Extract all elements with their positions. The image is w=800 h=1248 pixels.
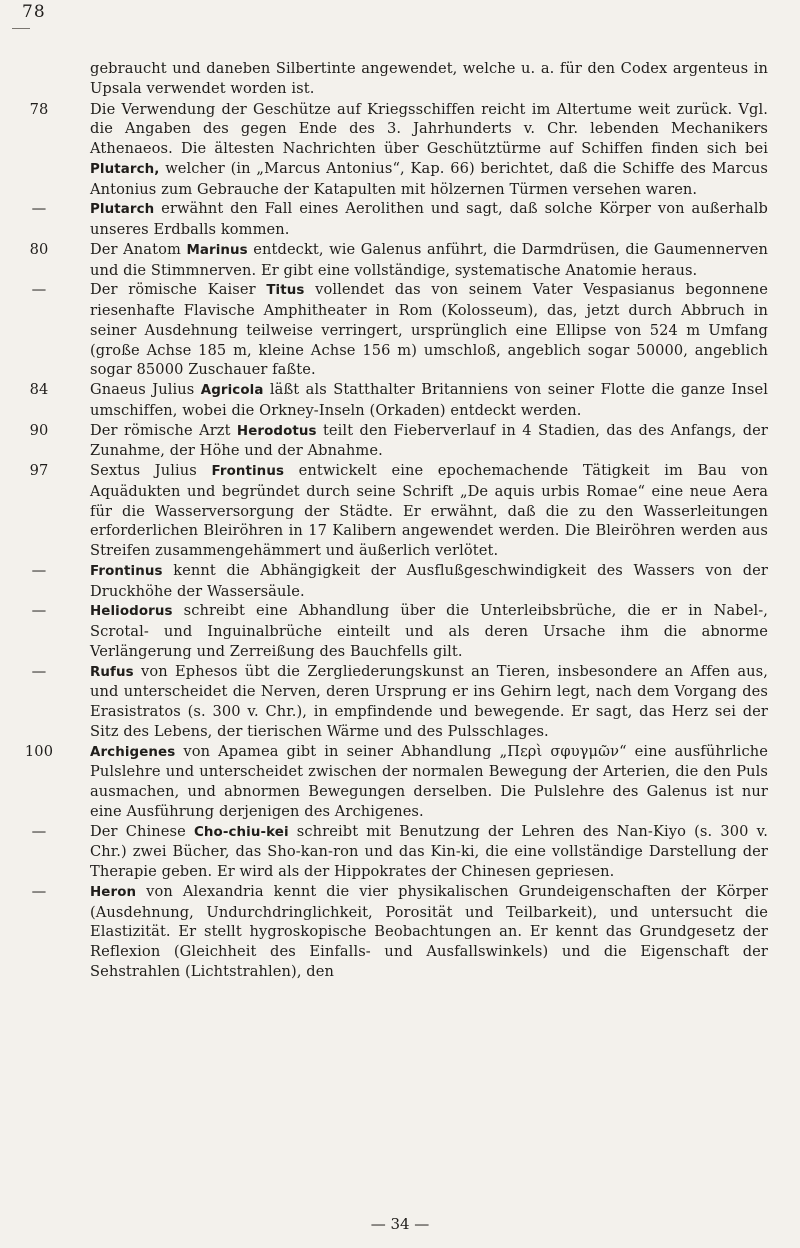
entry-text-before: Sextus Julius <box>90 462 212 479</box>
entry-person-name: Titus <box>266 283 305 299</box>
entry-text-after: von Apamea gibt in seiner Abhandlung „Περὶ σφυγμῶν“ eine ausführliche Pulslehre und unterscheidet zwischen der normalen Bewegung der Arterien, die den Puls ausmachen, und abnormen Bewegungen derselben. Die Pulslehre des Galenus ist nur eine Ausführung derjenigen des Archigenes. <box>90 742 768 820</box>
chronology-entry <box>24 662 768 742</box>
entry-person-name: Plutarch <box>90 202 155 218</box>
entry-text-before: Der römische Kaiser <box>90 281 267 299</box>
chronology-entry <box>24 59 768 100</box>
chronology-entry <box>24 240 768 281</box>
entry-text-after: schreibt eine Abhandlung über die Unterleibsbrüche, die er in Nabel-, Scrotal- und Inguinalbrüche einteilt und als deren Ursache ihm die abnorme Verlängerung und Zerreißung des Bauchfells gilt. <box>90 602 768 660</box>
chronology-entry <box>24 461 768 561</box>
chronology-entry <box>24 421 768 462</box>
entry-person-name: Heron <box>90 884 137 900</box>
chronology-entry <box>24 601 768 661</box>
entry-text-after: teilt den Fieberverlauf in 4 Stadien, das des Anfangs, der Zunahme, der Höhe und der Abnahme. <box>90 421 768 460</box>
entry-year: 84 <box>29 381 49 398</box>
chronology-entry <box>24 882 768 982</box>
entry-year: — <box>31 602 47 620</box>
entry-text-after: läßt als Statthalter Britanniens von seiner Flotte die ganze Insel umschiffen, wobei die Orkney-Inseln (Orkaden) entdeckt werden. <box>90 381 769 419</box>
chronology-entry <box>24 280 768 380</box>
entry-year: — <box>31 200 47 218</box>
page-footer: — 34 — <box>370 1215 430 1233</box>
chronology-entry <box>24 100 768 200</box>
entry-text-before: Der römische Arzt <box>90 421 237 439</box>
entry-person-name: Heliodorus <box>90 604 173 620</box>
chronology-entry <box>24 742 768 822</box>
entry-year: 97 <box>29 462 49 479</box>
entry-text-after: von Alexandria kennt die vier physikalischen Grundeigenschaften der Körper (Ausdehnung, Undurchdringlichkeit, Porosität und Teilbarkeit), und untersucht die Elastizität. Er stellt hygroskopische Beobachtungen an. Er kennt das Grundgesetz der Reflexion (Gleichheit des Einfalls- und Ausfallswinkels) und die Eigenschaft der Sehstrahlen (Lichtstrahlen), den <box>90 882 768 980</box>
entry-person-name: Frontinus <box>211 464 285 479</box>
chronology-entry <box>24 199 768 240</box>
entry-year: — <box>31 561 47 579</box>
entry-text-after: von Ephesos übt die Zergliederungskunst an Tieren, insbesondere an Affen aus, und unterscheidet die Nerven, deren Ursprung er ins Gehirn legt, nach dem Vorgang des Erasistratos (s. 300 v. Chr.), in empfindende und bewegende. Er sagt, das Herz sei der Sitz des Lebens, der tierischen Wärme und des Pulsschlages. <box>90 662 768 740</box>
entry-text-before: Der Chinese <box>90 822 194 840</box>
chronology-entry <box>24 380 768 421</box>
entry-text-before: gebraucht und daneben Silbertinte angewendet, welche u. a. für den Codex argenteus in Upsala verwendet worden ist. <box>90 60 768 97</box>
entry-text-after: entdeckt, wie Galenus anführt, die Darmdrüsen, die Gaumennerven und die Stimmnerven. Er gibt eine vollständige, systematische Anatomie heraus. <box>90 240 768 279</box>
entry-year: — <box>31 882 47 900</box>
entry-year: — <box>31 281 47 299</box>
entry-person-name: Rufus <box>90 664 134 680</box>
edge-mark <box>12 28 30 29</box>
entry-person-name: Cho-chiu-kei <box>193 824 289 840</box>
entry-text-after: kennt die Abhängigkeit der Ausflußgeschwindigkeit des Wassers von der Druckhöhe der Wassersäule. <box>90 561 768 600</box>
entry-text-before: Der Anatom <box>90 240 187 258</box>
entry-year: 90 <box>29 421 49 439</box>
entry-year: — <box>31 662 47 680</box>
entry-year: 100 <box>24 742 54 760</box>
entry-person-name: Marinus <box>186 242 248 258</box>
entry-text-before: Die Verwendung der Geschütze auf Kriegsschiffen reicht im Altertume weit zurück. Vgl. die Angaben des gegen Ende des 3. Jahrhunderts v. Chr. lebenden Mechanikers Athenaeos. Die ältesten Nachrichten über Geschütztürme auf Schiffen finden sich bei <box>90 100 768 157</box>
entry-year: 80 <box>29 240 49 258</box>
entry-person-name: Herodotus <box>236 423 317 439</box>
entry-text-after: welcher (in „Marcus Antonius“, Kap. 66) berichtet, daß die Schiffe des Marcus Antonius zum Gebrauche der Katapulten mit hölzernen Türmen versehen waren. <box>90 159 768 198</box>
page-number-top: 78 <box>22 2 46 22</box>
entry-person-name: Archigenes <box>90 744 176 760</box>
entry-year: — <box>31 822 47 840</box>
page-content <box>24 59 768 982</box>
entry-person-name: Frontinus <box>90 563 163 579</box>
entry-person-name: Agricola <box>200 383 264 398</box>
entry-text-after: entwickelt eine epochemachende Tätigkeit im Bau von Aquädukten und begründet durch seine Schrift „De aquis urbis Romae“ eine neue Aera für die Wasserversorgung der Städte. Er erwähnt, daß die zu den Wasserleitungen erforderlichen Bleiröhren in 17 Kalibern angewendet werden. Die Bleiröhren werden aus Streifen zusammengehämmert und äußerlich verlötet. <box>90 462 768 559</box>
entry-text-after: schreibt mit Benutzung der Lehren des Nan-Kiyo (s. 300 v. Chr.) zwei Bücher, das Sho-kan-ron und das Kin-ki, die eine vollständige Darstellung der Therapie geben. Er wird als der Hippokrates der Chinesen gepriesen. <box>90 822 768 880</box>
chronology-entry <box>24 822 768 882</box>
entry-text-after: erwähnt den Fall eines Aerolithen und sagt, daß solche Körper von außerhalb unseres Erdballs kommen. <box>90 200 768 238</box>
chronology-entry <box>24 561 768 602</box>
entry-year: 78 <box>29 100 49 118</box>
entry-text-after: vollendet das von seinem Vater Vespasianus begonnene riesenhafte Flavische Amphitheater in Rom (Kolosseum), das, jetzt durch Abbruch in seiner Ausdehnung teilweise verringert, ursprünglich eine Ellipse von 524 m Umfang (große Achse 185 m, kleine Achse 156 m) umschloß, angeblich sogar 50000, angeblich sogar 85000 Zuschauer faßte. <box>90 281 768 379</box>
entry-person-name: Plutarch, <box>90 161 160 177</box>
entry-text-before: Gnaeus Julius <box>90 381 201 398</box>
